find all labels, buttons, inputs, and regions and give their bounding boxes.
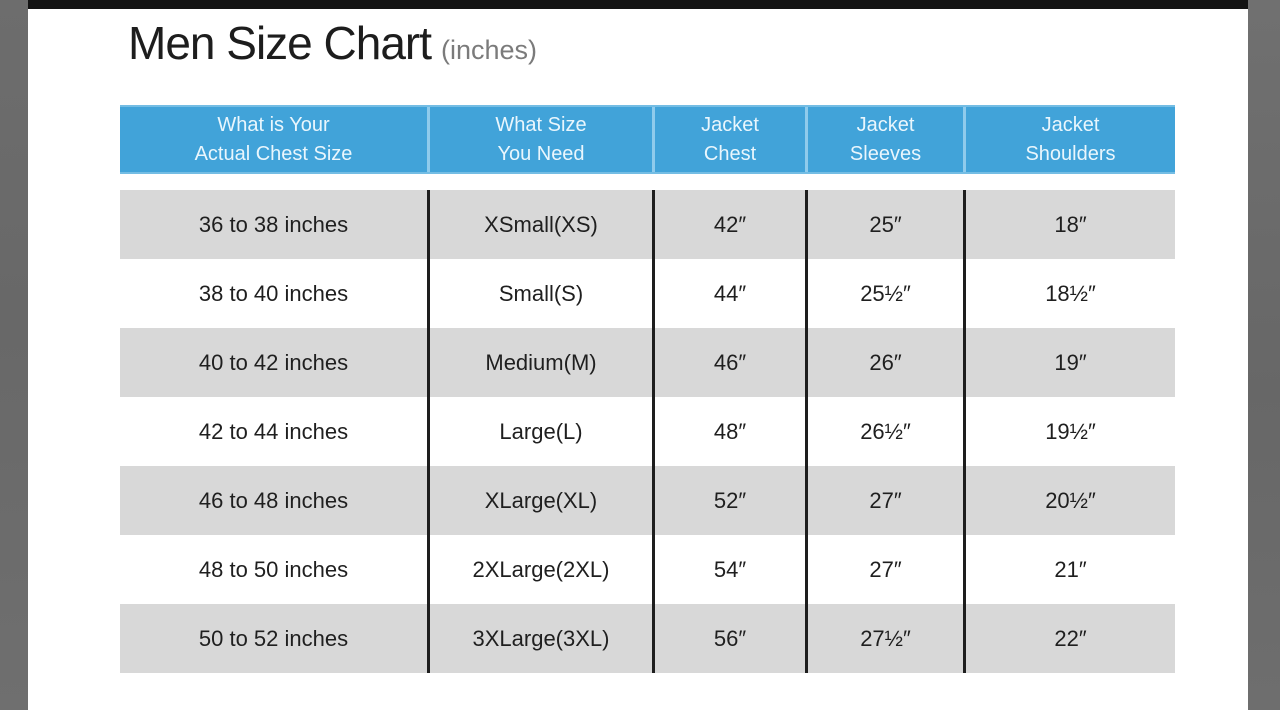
- cell-jacket-shoulders: 22″: [963, 604, 1175, 673]
- page-title-text: Men Size Chart: [128, 17, 432, 69]
- left-edge-strip: [0, 0, 28, 710]
- column-header-line: Jacket: [701, 113, 759, 136]
- cell-actual-chest-size: 48 to 50 inches: [198, 556, 349, 582]
- column-header-line: Jacket: [1041, 113, 1100, 136]
- cell-size-you-need: 2XLarge(2XL): [427, 535, 652, 604]
- cell-jacket-sleeves: 25½″: [805, 259, 963, 328]
- column-header-line: Actual Chest Size: [194, 142, 353, 165]
- cell-size-you-need: Medium(M): [427, 328, 652, 397]
- cell-size-you-need: XLarge(XL): [427, 466, 652, 535]
- column-header-jacket-shoulders: [963, 107, 1175, 172]
- cell-size-you-need: Small(S): [427, 259, 652, 328]
- cell-jacket-sleeves: 27″: [805, 466, 963, 535]
- page-title-unit: (inches): [441, 35, 538, 65]
- cell-jacket-chest: 52″: [652, 466, 805, 535]
- table-body: [120, 190, 1175, 673]
- cell-jacket-chest: 42″: [652, 190, 805, 259]
- page-title: [128, 16, 537, 70]
- cell-actual-chest-size: 38 to 40 inches: [198, 280, 349, 306]
- table-row: [120, 397, 1175, 466]
- table-row: [120, 466, 1175, 535]
- cell-actual-chest-size: 46 to 48 inches: [198, 487, 349, 513]
- cell-jacket-shoulders: 21″: [963, 535, 1175, 604]
- column-header-line: Sleeves: [849, 142, 922, 165]
- table-row: [120, 328, 1175, 397]
- column-header-jacket-sleeves: [805, 107, 963, 172]
- column-header-line: What is Your: [217, 113, 330, 136]
- cell-actual-chest-size: 42 to 44 inches: [198, 418, 349, 444]
- cell-jacket-chest: 46″: [652, 328, 805, 397]
- column-header-jacket-chest: [652, 107, 805, 172]
- right-edge-strip: [1248, 0, 1280, 710]
- cell-size-you-need: 3XLarge(3XL): [427, 604, 652, 673]
- table-row: [120, 259, 1175, 328]
- cell-jacket-shoulders: 19″: [963, 328, 1175, 397]
- column-header-line: Shoulders: [1025, 142, 1116, 165]
- cell-jacket-sleeves: 27″: [805, 535, 963, 604]
- cell-jacket-shoulders: 20½″: [963, 466, 1175, 535]
- table-row: [120, 190, 1175, 259]
- column-header-size-you-need: [427, 107, 652, 172]
- cell-jacket-chest: 44″: [652, 259, 805, 328]
- cell-jacket-sleeves: 26″: [805, 328, 963, 397]
- column-header-actual-chest-size: [120, 107, 427, 172]
- cell-jacket-sleeves: 25″: [805, 190, 963, 259]
- cell-size-you-need: XSmall(XS): [427, 190, 652, 259]
- top-bar: [28, 0, 1248, 9]
- cell-size-you-need: Large(L): [427, 397, 652, 466]
- table-row: [120, 604, 1175, 673]
- cell-jacket-shoulders: 18½″: [963, 259, 1175, 328]
- column-header-line: Chest: [703, 142, 757, 165]
- cell-jacket-sleeves: 27½″: [805, 604, 963, 673]
- cell-actual-chest-size: 50 to 52 inches: [198, 625, 349, 651]
- cell-jacket-sleeves: 26½″: [805, 397, 963, 466]
- table-row: [120, 535, 1175, 604]
- cell-jacket-chest: 54″: [652, 535, 805, 604]
- cell-actual-chest-size: 40 to 42 inches: [198, 349, 349, 375]
- cell-jacket-shoulders: 19½″: [963, 397, 1175, 466]
- cell-jacket-shoulders: 18″: [963, 190, 1175, 259]
- column-header-line: You Need: [497, 142, 585, 165]
- cell-jacket-chest: 48″: [652, 397, 805, 466]
- table-header-row: [120, 105, 1175, 174]
- size-chart-table: [120, 105, 1175, 673]
- column-header-line: What Size: [495, 113, 587, 136]
- cell-actual-chest-size: 36 to 38 inches: [198, 211, 349, 237]
- cell-jacket-chest: 56″: [652, 604, 805, 673]
- column-header-line: Jacket: [856, 113, 915, 136]
